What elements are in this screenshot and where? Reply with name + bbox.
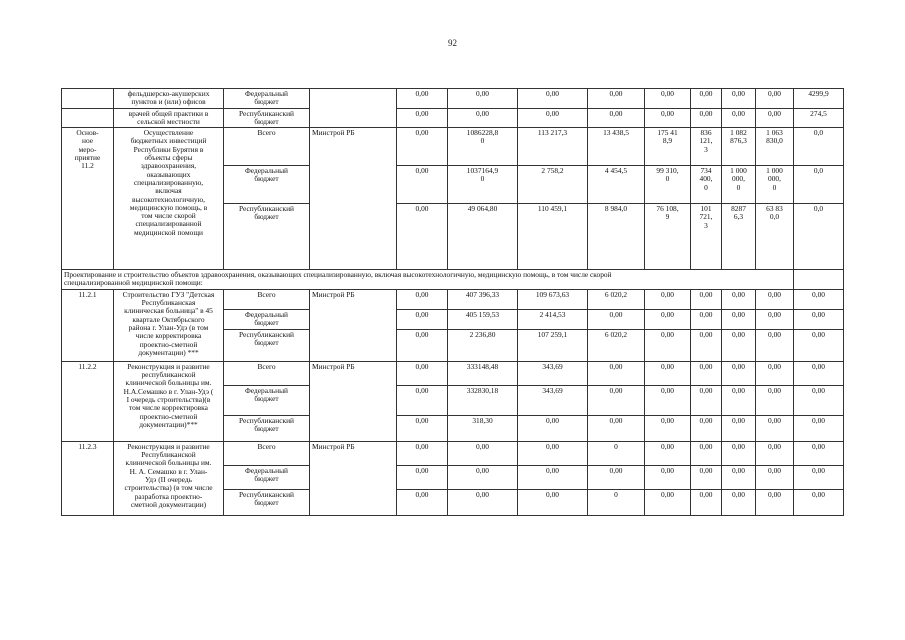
value-cell: 1 063 830,0 [756,128,794,166]
value-cell: 343,69 [518,361,588,385]
value-cell: 0,00 [518,89,588,109]
value-cell: 407 396,33 [448,289,518,309]
source-cell: Федеральный бюджет [224,309,310,329]
value-cell: 0,00 [794,361,844,385]
value-cell: 0,00 [588,89,645,109]
table-row [62,441,844,465]
value-cell: 0,00 [448,89,518,109]
value-cell: 332830,18 [448,385,518,415]
value-cell: 405 159,53 [448,309,518,329]
value-cell: 0,00 [448,441,518,465]
value-cell: 0,00 [722,385,756,415]
value-cell: 0 [588,489,645,515]
value-cell: 0,00 [518,415,588,441]
value-cell: 0,00 [397,329,448,361]
table-row [62,128,844,166]
value-cell: 0,00 [756,489,794,515]
value-cell: 0,00 [722,465,756,489]
executor-cell: Минстрой РБ [310,289,397,361]
value-cell: 0,0 [794,204,844,270]
value-cell: 175 41 8,9 [645,128,691,166]
executor-cell: Минстрой РБ [310,361,397,441]
id-cell: 11.2.2 [62,361,114,441]
value-cell: 0,00 [397,128,448,166]
value-cell: 6 020,2 [588,289,645,309]
value-cell: 0,0 [794,128,844,166]
value-cell: 1 000 000, 0 [756,166,794,204]
value-cell: 0 [588,441,645,465]
value-cell: 734 400, 0 [691,166,722,204]
value-cell: 0,00 [794,441,844,465]
table-row [62,289,844,309]
name-cell: Реконструкция и развитие Республиканской клинической больницы им. Н. А. Семашко в г. Улан- Удэ (II очередь строительства) (в том числе разработка проектно- сметной документации) [114,441,224,515]
source-cell: Всего [224,361,310,385]
value-cell: 99 310, 0 [645,166,691,204]
executor-cell: Минстрой РБ [310,441,397,515]
value-cell: 0,00 [588,465,645,489]
executor-cell: Минстрой РБ [310,128,397,270]
value-cell: 0,00 [645,441,691,465]
table-row [62,89,844,109]
value-cell: 0,00 [794,309,844,329]
source-cell: Республиканский бюджет [224,489,310,515]
name-cell: Строительство ГУЗ "Детская Республиканская клиническая больница" в 45 квартале Октябрьского района г. Улан-Удэ (в том числе корректировка проектно-сметной документации) *** [114,289,224,361]
value-cell: 0,00 [397,361,448,385]
value-cell: 0,00 [691,465,722,489]
value-cell: 0,00 [691,489,722,515]
value-cell: 0,00 [756,361,794,385]
value-cell: 0,00 [722,108,756,128]
id-cell [62,108,114,128]
value-cell: 49 064,80 [448,204,518,270]
value-cell: 0,00 [397,489,448,515]
source-cell: Федеральный бюджет [224,385,310,415]
source-cell: Республиканский бюджет [224,329,310,361]
value-cell: 0,00 [645,309,691,329]
budget-table [61,88,844,516]
page-number: 92 [448,38,457,48]
value-cell: 0,00 [448,108,518,128]
value-cell: 0,00 [397,289,448,309]
value-cell: 0,00 [448,465,518,489]
source-cell: Республиканский бюджет [224,204,310,270]
value-cell: 0,00 [794,465,844,489]
value-cell: 0,00 [691,385,722,415]
value-cell: 1 000 000, 0 [722,166,756,204]
value-cell: 0,00 [448,489,518,515]
value-cell: 0,00 [722,309,756,329]
value-cell: 0,00 [645,385,691,415]
section-title: Проектирование и строительство объектов здравоохранения, оказывающих специализированную, включая высокотехнологичную, медицинскую помощь, в том числе скорой специализированной медицинской помощи: [62,270,794,290]
value-cell: 0,00 [397,166,448,204]
value-cell: 0,00 [794,415,844,441]
id-cell [62,89,114,109]
value-cell: 0,00 [756,441,794,465]
source-cell: Федеральный бюджет [224,465,310,489]
value-cell: 0,00 [722,329,756,361]
source-cell: Всего [224,128,310,166]
value-cell: 343,69 [518,385,588,415]
value-cell: 76 108, 9 [645,204,691,270]
value-cell: 0,00 [588,415,645,441]
value-cell: 2 758,2 [518,166,588,204]
value-cell: 110 459,1 [518,204,588,270]
source-cell: Всего [224,289,310,309]
value-cell: 0,00 [397,465,448,489]
value-cell: 333148,48 [448,361,518,385]
value-cell: 0,00 [722,441,756,465]
value-cell: 0,00 [794,489,844,515]
id-cell: Основ- ное меро- приятие 11.2 [62,128,114,270]
value-cell: 0,00 [794,289,844,309]
value-cell: 0,00 [756,289,794,309]
value-cell: 0,00 [756,108,794,128]
value-cell: 0,00 [645,108,691,128]
value-cell: 0,00 [756,89,794,109]
value-cell: 0,00 [722,489,756,515]
value-cell: 0,00 [397,415,448,441]
value-cell: 836 121, 3 [691,128,722,166]
value-cell: 0,00 [397,385,448,415]
table-row [62,108,844,128]
value-cell: 0,00 [588,361,645,385]
value-cell [794,270,844,290]
value-cell: 2 236,80 [448,329,518,361]
id-cell: 11.2.3 [62,441,114,515]
value-cell: 0,00 [645,465,691,489]
value-cell: 0,00 [397,89,448,109]
value-cell: 101 721, 3 [691,204,722,270]
value-cell: 13 438,5 [588,128,645,166]
value-cell: 0,00 [397,108,448,128]
value-cell: 0,00 [722,289,756,309]
value-cell: 0,0 [794,166,844,204]
value-cell: 0,00 [397,309,448,329]
value-cell: 0,00 [691,441,722,465]
value-cell: 1 082 876,3 [722,128,756,166]
value-cell: 0,00 [588,385,645,415]
value-cell: 8 984,0 [588,204,645,270]
value-cell: 63 83 0,0 [756,204,794,270]
value-cell: 0,00 [722,89,756,109]
value-cell: 0,00 [645,361,691,385]
value-cell: 0,00 [645,415,691,441]
value-cell: 113 217,3 [518,128,588,166]
value-cell: 8287 6,3 [722,204,756,270]
value-cell: 0,00 [722,361,756,385]
table-row [62,270,844,290]
value-cell: 0,00 [691,108,722,128]
value-cell: 0,00 [691,361,722,385]
source-cell: Республиканский бюджет [224,108,310,128]
value-cell: 318,30 [448,415,518,441]
value-cell: 0,00 [645,289,691,309]
value-cell: 0,00 [756,329,794,361]
value-cell: 0,00 [645,489,691,515]
value-cell: 274,5 [794,108,844,128]
name-cell: Осуществление бюджетных инвестиций Республики Бурятия в объекты сферы здравоохранения, оказывающих специализированную, включая высокотехнологичную, медицинскую помощь, в том числе скорой специализированной медицинской помощи [114,128,224,270]
value-cell: 0,00 [588,108,645,128]
value-cell: 4299,9 [794,89,844,109]
value-cell: 0,00 [397,441,448,465]
value-cell: 0,00 [794,385,844,415]
value-cell: 0,00 [691,309,722,329]
value-cell: 0,00 [756,415,794,441]
value-cell: 2 414,53 [518,309,588,329]
name-cell: Реконструкция и развитие республиканской клинической больницы им. Н.А.Семашко в г. Улан-Удэ ( I очередь строительства)(в том числе корректировка проектно-сметной документации)*** [114,361,224,441]
name-cell: врачей общей практики в сельской местности [114,108,224,128]
value-cell: 0,00 [756,309,794,329]
value-cell: 0,00 [691,329,722,361]
value-cell: 0,00 [756,385,794,415]
value-cell: 0,00 [518,441,588,465]
name-cell: фельдшерско-акушерских пунктов и (или) офисов [114,89,224,109]
value-cell: 0,00 [518,465,588,489]
source-cell: Федеральный бюджет [224,166,310,204]
value-cell: 4 454,5 [588,166,645,204]
value-cell: 0,00 [645,329,691,361]
value-cell: 0,00 [691,89,722,109]
value-cell: 0,00 [518,108,588,128]
value-cell: 0,00 [645,89,691,109]
value-cell: 0,00 [722,415,756,441]
value-cell: 6 020,2 [588,329,645,361]
value-cell: 0,00 [397,204,448,270]
value-cell: 0,00 [588,309,645,329]
value-cell: 109 673,63 [518,289,588,309]
id-cell: 11.2.1 [62,289,114,361]
value-cell: 1037164,9 0 [448,166,518,204]
value-cell: 107 259,1 [518,329,588,361]
value-cell: 0,00 [794,329,844,361]
value-cell: 0,00 [756,465,794,489]
executor-cell [310,89,397,128]
value-cell: 0,00 [518,489,588,515]
source-cell: Федеральный бюджет [224,89,310,109]
value-cell: 0,00 [691,289,722,309]
value-cell: 1086228,8 0 [448,128,518,166]
source-cell: Всего [224,441,310,465]
source-cell: Республиканский бюджет [224,415,310,441]
value-cell: 0,00 [691,415,722,441]
table-row [62,361,844,385]
